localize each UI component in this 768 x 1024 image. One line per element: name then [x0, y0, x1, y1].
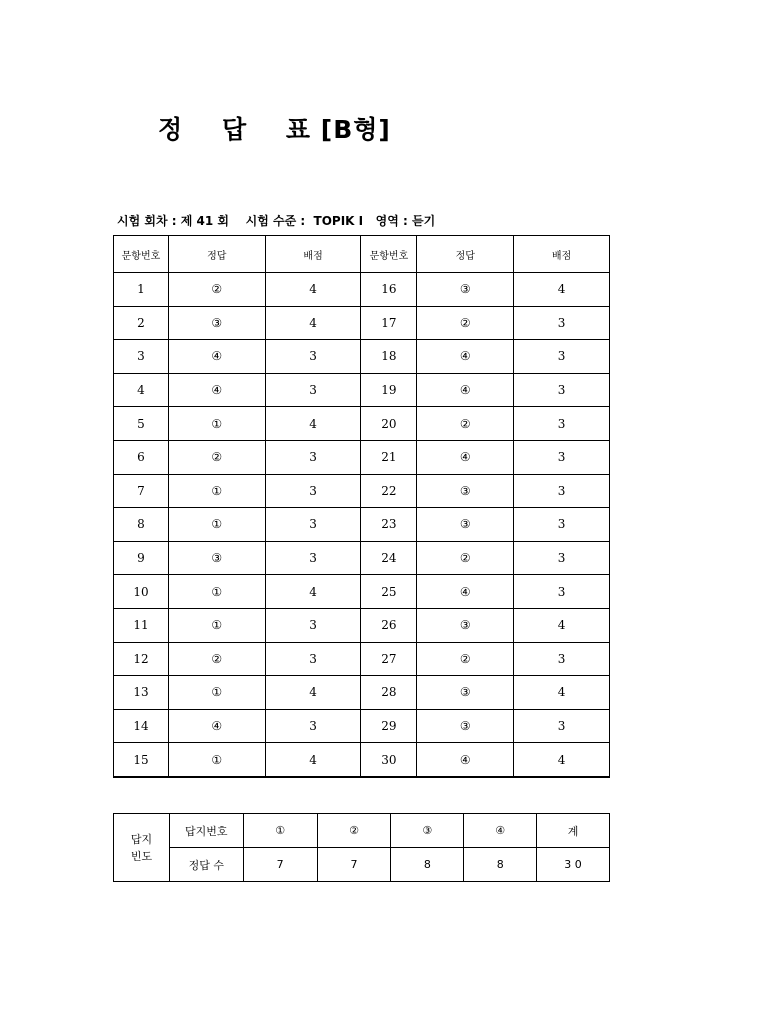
cell-question-number: 6: [114, 440, 169, 474]
answer-frequency-table: [113, 813, 610, 882]
frequency-count-row: [114, 848, 610, 882]
cell-points: 3: [514, 306, 610, 340]
cell-points: 3: [514, 575, 610, 609]
cell-points: 3: [265, 508, 361, 542]
freq-header-choice-1: ①: [243, 814, 317, 848]
cell-answer: ④: [417, 743, 514, 777]
answer-table: [113, 235, 610, 778]
header-points: 배점: [514, 236, 610, 273]
cell-question-number: 26: [361, 608, 417, 642]
table-row: [114, 743, 610, 777]
cell-points: 4: [265, 407, 361, 441]
header-question-number: 문항번호: [114, 236, 169, 273]
cell-points: 3: [514, 407, 610, 441]
cell-points: 3: [514, 541, 610, 575]
cell-question-number: 17: [361, 306, 417, 340]
cell-answer: ①: [168, 508, 265, 542]
table-row: [114, 474, 610, 508]
answer-table-header-row: [114, 236, 610, 273]
cell-points: 3: [265, 474, 361, 508]
cell-points: 4: [514, 743, 610, 777]
freq-header-label: 답지번호: [169, 814, 243, 848]
exam-info-line: 시험 회차 : 제 41 회 시험 수준 : TOPIK I 영역 : 듣기: [117, 214, 436, 228]
cell-points: 4: [265, 676, 361, 710]
cell-answer: ②: [168, 273, 265, 307]
cell-points: 4: [514, 676, 610, 710]
freq-count-choice-3: 8: [391, 848, 464, 882]
cell-answer: ③: [417, 709, 514, 743]
cell-question-number: 19: [361, 373, 417, 407]
cell-question-number: 11: [114, 608, 169, 642]
cell-answer: ③: [417, 474, 514, 508]
cell-question-number: 20: [361, 407, 417, 441]
cell-question-number: 21: [361, 440, 417, 474]
cell-question-number: 13: [114, 676, 169, 710]
cell-answer: ②: [168, 642, 265, 676]
cell-answer: ③: [417, 508, 514, 542]
cell-points: 4: [514, 273, 610, 307]
table-row: [114, 440, 610, 474]
cell-question-number: 23: [361, 508, 417, 542]
cell-points: 3: [514, 642, 610, 676]
table-row: [114, 608, 610, 642]
cell-question-number: 1: [114, 273, 169, 307]
cell-answer: ④: [168, 709, 265, 743]
cell-question-number: 9: [114, 541, 169, 575]
frequency-header-row: [114, 814, 610, 848]
freq-header-choice-4: ④: [464, 814, 537, 848]
cell-points: 3: [514, 373, 610, 407]
cell-points: 4: [265, 575, 361, 609]
cell-answer: ①: [168, 407, 265, 441]
freq-header-choice-3: ③: [391, 814, 464, 848]
freq-header-choice-2: ②: [317, 814, 391, 848]
cell-answer: ①: [168, 676, 265, 710]
table-row: [114, 407, 610, 441]
cell-answer: ②: [417, 541, 514, 575]
cell-answer: ③: [168, 306, 265, 340]
cell-answer: ①: [168, 743, 265, 777]
header-answer: 정답: [417, 236, 514, 273]
cell-question-number: 5: [114, 407, 169, 441]
header-answer: 정답: [168, 236, 265, 273]
table-row: [114, 373, 610, 407]
cell-points: 3: [265, 440, 361, 474]
cell-question-number: 14: [114, 709, 169, 743]
header-points: 배점: [265, 236, 361, 273]
cell-question-number: 29: [361, 709, 417, 743]
cell-question-number: 3: [114, 340, 169, 374]
table-row: [114, 273, 610, 307]
cell-question-number: 28: [361, 676, 417, 710]
cell-question-number: 15: [114, 743, 169, 777]
cell-answer: ③: [417, 273, 514, 307]
cell-answer: ③: [417, 608, 514, 642]
cell-points: 3: [514, 440, 610, 474]
cell-points: 3: [514, 508, 610, 542]
page-title: 정 답 표 [B형]: [158, 115, 391, 144]
cell-question-number: 8: [114, 508, 169, 542]
frequency-row-header: [114, 814, 170, 882]
cell-answer: ④: [168, 373, 265, 407]
table-row: [114, 508, 610, 542]
cell-points: 3: [265, 709, 361, 743]
cell-answer: ④: [168, 340, 265, 374]
cell-answer: ④: [417, 440, 514, 474]
cell-answer: ②: [417, 407, 514, 441]
cell-question-number: 4: [114, 373, 169, 407]
cell-points: 4: [514, 608, 610, 642]
cell-answer: ②: [168, 440, 265, 474]
cell-points: 3: [265, 642, 361, 676]
freq-header-total: 계: [537, 814, 610, 848]
cell-answer: ③: [417, 676, 514, 710]
cell-question-number: 2: [114, 306, 169, 340]
table-row: [114, 306, 610, 340]
cell-answer: ②: [417, 642, 514, 676]
table-row: [114, 642, 610, 676]
table-row: [114, 541, 610, 575]
freq-count-label: 정답 수: [169, 848, 243, 882]
cell-points: 3: [514, 709, 610, 743]
cell-answer: ①: [168, 575, 265, 609]
cell-answer: ④: [417, 575, 514, 609]
cell-points: 3: [265, 373, 361, 407]
cell-points: 3: [265, 541, 361, 575]
cell-points: 4: [265, 306, 361, 340]
freq-count-total: 3 0: [537, 848, 610, 882]
cell-points: 4: [265, 743, 361, 777]
frequency-row-header-line2: 빈도: [130, 849, 153, 863]
cell-points: 3: [265, 608, 361, 642]
cell-answer: ②: [417, 306, 514, 340]
cell-question-number: 12: [114, 642, 169, 676]
cell-question-number: 27: [361, 642, 417, 676]
cell-question-number: 24: [361, 541, 417, 575]
cell-points: 3: [514, 340, 610, 374]
cell-points: 4: [265, 273, 361, 307]
freq-count-choice-4: 8: [464, 848, 537, 882]
table-row: [114, 709, 610, 743]
cell-answer: ④: [417, 340, 514, 374]
cell-answer: ③: [168, 541, 265, 575]
cell-points: 3: [514, 474, 610, 508]
cell-question-number: 30: [361, 743, 417, 777]
cell-points: 3: [265, 340, 361, 374]
freq-count-choice-2: 7: [317, 848, 391, 882]
cell-question-number: 16: [361, 273, 417, 307]
cell-answer: ①: [168, 608, 265, 642]
cell-question-number: 25: [361, 575, 417, 609]
cell-question-number: 10: [114, 575, 169, 609]
table-row: [114, 340, 610, 374]
freq-count-choice-1: 7: [243, 848, 317, 882]
frequency-row-header-line1: 답지: [130, 832, 153, 846]
cell-question-number: 7: [114, 474, 169, 508]
table-row: [114, 676, 610, 710]
cell-answer: ④: [417, 373, 514, 407]
table-row: [114, 575, 610, 609]
header-question-number: 문항번호: [361, 236, 417, 273]
cell-question-number: 18: [361, 340, 417, 374]
cell-answer: ①: [168, 474, 265, 508]
cell-question-number: 22: [361, 474, 417, 508]
